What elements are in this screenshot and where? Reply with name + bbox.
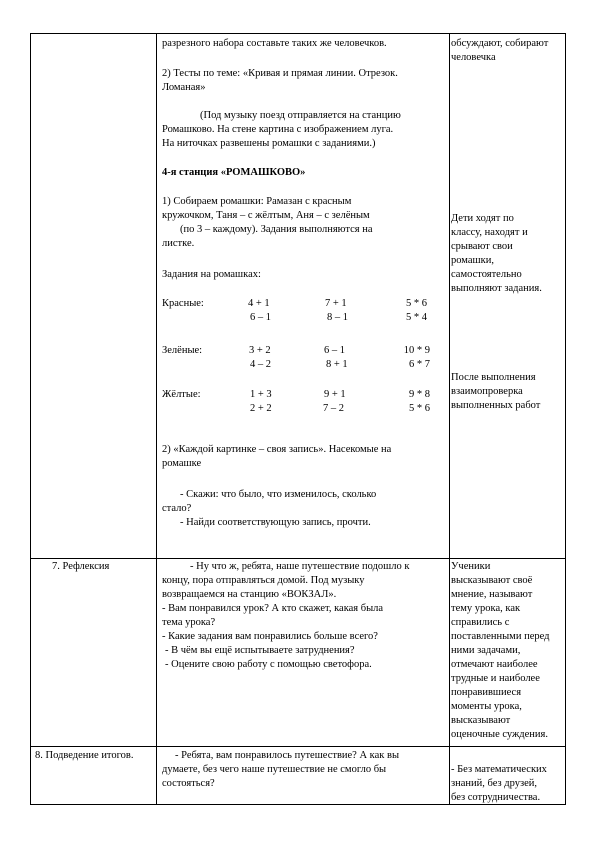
task-expression: 7 – 2 — [323, 403, 344, 414]
text-line: тема урока? — [162, 617, 216, 628]
text-line: - Без математических — [451, 764, 547, 775]
music-line-3: На ниточках развешены ромашки с заданиями.) — [162, 138, 376, 149]
music-line-1: (Под музыку поезд отправляется на станцию — [200, 110, 401, 121]
text-line: моменты урока, — [451, 701, 522, 712]
text-line: справились с — [451, 617, 510, 628]
task-expression: 9 * 8 — [409, 389, 430, 400]
collect-line-2: кружочком, Таня – с жёлтым, Аня – с зелёным — [162, 210, 370, 221]
text-line: тему урока, как — [451, 603, 521, 614]
task-expression: 8 – 1 — [327, 312, 348, 323]
red-label: Красные: — [162, 298, 204, 309]
row-label: 8. Подведение итогов. — [35, 750, 134, 761]
collect-line-3: (по 3 – каждому). Задания выполняются на — [180, 224, 373, 235]
text-line: разрезного набора составьте таких же человечков. — [162, 38, 387, 49]
text-line: - Ну что ж, ребята, наше путешествие подошло к — [190, 561, 410, 572]
tasks-title: Задания на ромашках: — [162, 269, 261, 280]
yellow-label: Жёлтые: — [162, 389, 201, 400]
task-expression: 4 – 2 — [250, 359, 271, 370]
text-line: состояться? — [162, 778, 215, 789]
tests-line-2: Ломаная» — [162, 82, 206, 93]
text-line: трудные и наиболее — [451, 673, 540, 684]
task-expression: 8 + 1 — [326, 359, 348, 370]
row-label: 7. Рефлексия — [52, 561, 110, 572]
task-expression: 5 * 4 — [406, 312, 427, 323]
task-expression: 4 + 1 — [248, 298, 270, 309]
text-line: оценочные суждения. — [451, 729, 548, 740]
task-expression: 6 – 1 — [324, 345, 345, 356]
task-expression: 10 * 9 — [403, 345, 430, 356]
find-line: - Найди соответствующую запись, прочти. — [180, 517, 371, 528]
collect-line-4: листке. — [162, 238, 195, 249]
task-expression: 3 + 2 — [249, 345, 271, 356]
task-expression: 2 + 2 — [250, 403, 272, 414]
text-line: - Ребята, вам понравилось путешествие? А как вы — [175, 750, 400, 761]
text-line: - Оцените свою работу с помощью светофора. — [165, 659, 372, 670]
text-line: взаимопроверка — [451, 386, 523, 397]
column-divider-1 — [156, 34, 157, 804]
text-line: мнение, называют — [451, 589, 533, 600]
text-line: знаний, без друзей, — [451, 778, 538, 789]
picture-line-1: 2) «Каждой картинке – своя запись». Насекомые на — [162, 444, 392, 455]
text-line: самостоятельно — [451, 269, 522, 280]
text-line: человечка — [451, 52, 496, 63]
row-divider-2 — [31, 746, 565, 747]
music-line-2: Ромашково. На стене картина с изображением луга. — [162, 124, 394, 135]
text-line: выполненных работ — [451, 400, 541, 411]
text-line: срывают свои — [451, 241, 513, 252]
task-expression: 7 + 1 — [325, 298, 347, 309]
text-line: После выполнения — [451, 372, 536, 383]
text-line: ними задачами, — [451, 645, 521, 656]
text-line: - Вам понравился урок? А кто скажет, какая была — [162, 603, 384, 614]
text-line: Ученики — [451, 561, 491, 572]
row-divider-1 — [31, 558, 565, 559]
text-line: высказывают своё — [451, 575, 533, 586]
text-line: Дети ходят по — [451, 213, 514, 224]
text-line: обсуждают, собирают — [451, 38, 549, 49]
say-line-2: стало? — [162, 503, 192, 514]
task-expression: 5 * 6 — [406, 298, 427, 309]
text-line: - В чём вы ещё испытываете затруднения? — [165, 645, 355, 656]
task-expression: 1 + 3 — [250, 389, 272, 400]
task-expression: 5 * 6 — [409, 403, 430, 414]
text-line: выполняют задания. — [451, 283, 542, 294]
task-expression: 9 + 1 — [324, 389, 346, 400]
collect-line-1: 1) Собираем ромашки: Рамазан с красным — [162, 196, 352, 207]
text-line: отмечают наиболее — [451, 659, 538, 670]
text-line: без сотрудничества. — [451, 792, 541, 803]
task-expression: 6 – 1 — [250, 312, 271, 323]
green-label: Зелёные: — [162, 345, 203, 356]
text-line: думаете, без чего наше путешествие не смогло бы — [162, 764, 387, 775]
text-line: возвращаемся на станцию «ВОКЗАЛ». — [162, 589, 337, 600]
text-line: ромашки, — [451, 255, 494, 266]
text-line: высказывают — [451, 715, 511, 726]
say-line-1: - Скажи: что было, что изменилось, сколько — [180, 489, 377, 500]
text-line: поставленными перед — [451, 631, 550, 642]
text-line: понравившиеся — [451, 687, 522, 698]
text-line: классу, находят и — [451, 227, 528, 238]
text-line: концу, пора отправляться домой. Под музыку — [162, 575, 365, 586]
text-line: - Какие задания вам понравились больше всего? — [162, 631, 378, 642]
column-divider-2 — [449, 34, 450, 804]
station-heading: 4-я станция «РОМАШКОВО» — [162, 167, 306, 178]
picture-line-2: ромашке — [162, 458, 202, 469]
tests-line: 2) Тесты по теме: «Кривая и прямая линии. Отрезок. — [162, 68, 398, 79]
task-expression: 6 * 7 — [409, 359, 430, 370]
